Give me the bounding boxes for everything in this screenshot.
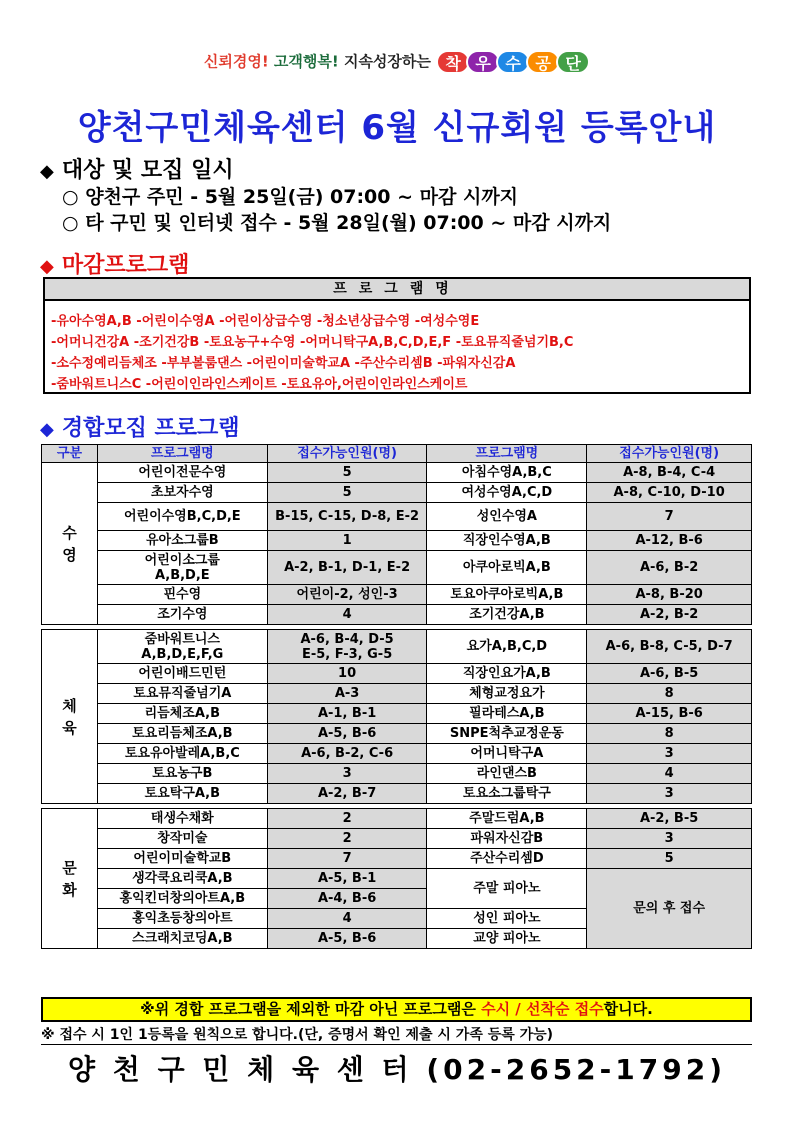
capacity-value: A-3 xyxy=(267,684,427,704)
program-name: 어린이소그룹 A,B,D,E xyxy=(97,551,267,585)
capacity-value: 10 xyxy=(267,664,427,684)
closed-table-header: 프로그램명 xyxy=(45,279,749,301)
program-name: 성인수영A xyxy=(427,503,587,531)
table-row xyxy=(42,704,752,724)
table-row xyxy=(42,744,752,764)
table-row xyxy=(42,630,752,664)
capacity-value: A-8, C-10, D-10 xyxy=(587,483,752,503)
table-header-row xyxy=(42,445,752,463)
slogan-part2: 고객행복! xyxy=(273,52,339,71)
slogan-part3: 지속성장하는 xyxy=(343,52,431,71)
program-name: 어린이미술학교B xyxy=(97,849,267,869)
col-capacity: 접수가능인원(명) xyxy=(267,445,427,463)
category-label: 수 영 xyxy=(42,463,98,625)
capacity-value: 2 xyxy=(267,829,427,849)
capacity-value: B-15, C-15, D-8, E-2 xyxy=(267,503,427,531)
center-contact: 양 천 구 민 체 육 센 터 (02-2652-1792) xyxy=(67,1053,727,1086)
table-row xyxy=(42,684,752,704)
program-name: 라인댄스B xyxy=(427,764,587,784)
capacity-value: 문의 후 접수 xyxy=(587,869,752,949)
program-name: 어린이배드민턴 xyxy=(97,664,267,684)
table-row xyxy=(42,869,752,889)
closed-line: -줌바워트니스C -어린이인라인스케이트 -토요유아,어린이인라인스케이트 xyxy=(51,377,468,392)
capacity-value: A-6, B-8, C-5, D-7 xyxy=(587,630,752,664)
program-name: 홍익초등창의아트 xyxy=(97,909,267,929)
capacity-value: A-5, B-1 xyxy=(267,869,427,889)
capacity-value: A-6, B-4, D-5 E-5, F-3, G-5 xyxy=(267,630,427,664)
program-name: 초보자수영 xyxy=(97,483,267,503)
capacity-value: 4 xyxy=(267,605,427,625)
closed-line: -어머니건강A -조기건강B -토요농구+수영 -어머니탁구A,B,C,D,E,F -토요뮤직줄넘기B,C xyxy=(51,335,574,350)
capacity-value: A-5, B-6 xyxy=(267,724,427,744)
capacity-value: 5 xyxy=(267,463,427,483)
capacity-value: 3 xyxy=(587,829,752,849)
capacity-value: A-12, B-6 xyxy=(587,531,752,551)
program-name: 토요뮤직줄넘기A xyxy=(97,684,267,704)
program-name: 아쿠아로빅A,B xyxy=(427,551,587,585)
capacity-value: 1 xyxy=(267,531,427,551)
closed-programs-box xyxy=(43,277,751,394)
program-name: 아침수영A,B,C xyxy=(427,463,587,483)
table-row xyxy=(42,784,752,804)
program-name: 토요아쿠아로빅A,B xyxy=(427,585,587,605)
program-name: 핀수영 xyxy=(97,585,267,605)
diamond-bullet-icon: ◆ xyxy=(40,256,54,277)
table-row xyxy=(42,531,752,551)
category-label: 문 화 xyxy=(42,809,98,949)
table-row xyxy=(42,724,752,744)
capacity-value: 7 xyxy=(267,849,427,869)
competitive-heading: ◆ 경합모집 프로그램 xyxy=(40,416,240,441)
program-name: 창작미술 xyxy=(97,829,267,849)
capacity-value: A-6, B-5 xyxy=(587,664,752,684)
capacity-value: A-6, B-2, C-6 xyxy=(267,744,427,764)
program-name: 직장인요가A,B xyxy=(427,664,587,684)
closed-line: -유아수영A,B -어린이수영A -어린이상급수영 -청소년상급수영 -여성수영E xyxy=(51,314,480,329)
diamond-bullet-icon: ◆ xyxy=(40,161,54,182)
capacity-value: 4 xyxy=(587,764,752,784)
program-name: 어머니탁구A xyxy=(427,744,587,764)
col-program: 프로그램명 xyxy=(427,445,587,463)
capacity-value: 어린이-2, 성인-3 xyxy=(267,585,427,605)
program-name: 토요소그룹탁구 xyxy=(427,784,587,804)
capacity-value: 7 xyxy=(587,503,752,531)
col-program: 프로그램명 xyxy=(97,445,267,463)
program-name: 어린이전문수영 xyxy=(97,463,267,483)
schedule-line-others: ○ 타 구민 및 인터넷 접수 - 5월 28일(월) 07:00 ~ 마감 시까지 xyxy=(62,212,612,234)
program-name: 토요탁구A,B xyxy=(97,784,267,804)
program-name: 태생수채화 xyxy=(97,809,267,829)
capacity-value: 2 xyxy=(267,809,427,829)
program-name: 성인 피아노 xyxy=(427,909,587,929)
table-row xyxy=(42,809,752,829)
table-row xyxy=(42,463,752,483)
category-label: 체 육 xyxy=(42,630,98,804)
program-name: 교양 피아노 xyxy=(427,929,587,949)
col-capacity: 접수가능인원(명) xyxy=(587,445,752,463)
slogan-part1: 신뢰경영! xyxy=(203,52,269,71)
table-row xyxy=(42,849,752,869)
table-row xyxy=(42,551,752,585)
capacity-value: 8 xyxy=(587,684,752,704)
program-name: 리듬체조A,B xyxy=(97,704,267,724)
program-name: 토요농구B xyxy=(97,764,267,784)
program-name: 조기건강A,B xyxy=(427,605,587,625)
capacity-value: A-1, B-1 xyxy=(267,704,427,724)
closed-heading: ◆ 마감프로그램 xyxy=(40,253,190,278)
program-name: 어린이수영B,C,D,E xyxy=(97,503,267,531)
capacity-value: 8 xyxy=(587,724,752,744)
capacity-value: A-8, B-20 xyxy=(587,585,752,605)
capacity-value: A-2, B-2 xyxy=(587,605,752,625)
program-name: 요가A,B,C,D xyxy=(427,630,587,664)
slogan xyxy=(0,50,794,74)
footer-note: ※위 경합 프로그램을 제외한 마감 아닌 프로그램은 수시 / 선착순 접수합니다. xyxy=(41,997,752,1022)
corporation-logo: 착 우 수 공 단 xyxy=(440,50,590,74)
program-name: 주산수리셈D xyxy=(427,849,587,869)
capacity-value: 3 xyxy=(267,764,427,784)
capacity-value: A-15, B-6 xyxy=(587,704,752,724)
capacity-value: A-2, B-5 xyxy=(587,809,752,829)
capacity-value: 3 xyxy=(587,744,752,764)
program-name: 조기수영 xyxy=(97,605,267,625)
program-name: 파워자신감B xyxy=(427,829,587,849)
capacity-value: A-6, B-2 xyxy=(587,551,752,585)
registration-rule: ※ 접수 시 1인 1등록을 원칙으로 합니다.(단, 증명서 확인 제출 시 가족 등록 가능) xyxy=(41,1027,554,1043)
program-name: 체형교정요가 xyxy=(427,684,587,704)
program-name: 주말 피아노 xyxy=(427,869,587,909)
capacity-value: 5 xyxy=(587,849,752,869)
program-name: 줌바워트니스 A,B,D,E,F,G xyxy=(97,630,267,664)
program-name: 여성수영A,C,D xyxy=(427,483,587,503)
program-name: SNPE척추교정운동 xyxy=(427,724,587,744)
schedule-heading: ◆ 대상 및 모집 일시 xyxy=(40,158,234,183)
program-name: 홍익킨더창의아트A,B xyxy=(97,889,267,909)
program-name: 필라테스A,B xyxy=(427,704,587,724)
divider xyxy=(41,1044,752,1045)
table-row xyxy=(42,503,752,531)
program-name: 직장인수영A,B xyxy=(427,531,587,551)
capacity-value: 5 xyxy=(267,483,427,503)
program-name: 생각쿡요리쿡A,B xyxy=(97,869,267,889)
closed-programs-list xyxy=(45,301,749,395)
competitive-table xyxy=(41,444,752,949)
diamond-bullet-icon: ◆ xyxy=(40,419,54,440)
capacity-value: A-2, B-7 xyxy=(267,784,427,804)
program-name: 스크래치코딩A,B xyxy=(97,929,267,949)
table-row xyxy=(42,585,752,605)
table-row xyxy=(42,764,752,784)
program-name: 유아소그룹B xyxy=(97,531,267,551)
closed-line: -소수정예리듬체조 -부부볼룸댄스 -어린이미술학교A -주산수리셈B -파워자신감A xyxy=(51,356,516,371)
capacity-value: 3 xyxy=(587,784,752,804)
table-row xyxy=(42,829,752,849)
capacity-value: A-4, B-6 xyxy=(267,889,427,909)
table-row xyxy=(42,605,752,625)
capacity-value: 4 xyxy=(267,909,427,929)
table-row xyxy=(42,483,752,503)
program-name: 주말드럼A,B xyxy=(427,809,587,829)
capacity-value: A-5, B-6 xyxy=(267,929,427,949)
program-name: 토요유아발레A,B,C xyxy=(97,744,267,764)
col-category: 구분 xyxy=(42,445,98,463)
schedule-line-residents: ○ 양천구 주민 - 5월 25일(금) 07:00 ~ 마감 시까지 xyxy=(62,186,519,208)
page-title: 양천구민체육센터 6월 신규회원 등록안내 xyxy=(77,108,717,148)
program-name: 토요리듬체조A,B xyxy=(97,724,267,744)
table-row xyxy=(42,664,752,684)
capacity-value: A-2, B-1, D-1, E-2 xyxy=(267,551,427,585)
capacity-value: A-8, B-4, C-4 xyxy=(587,463,752,483)
